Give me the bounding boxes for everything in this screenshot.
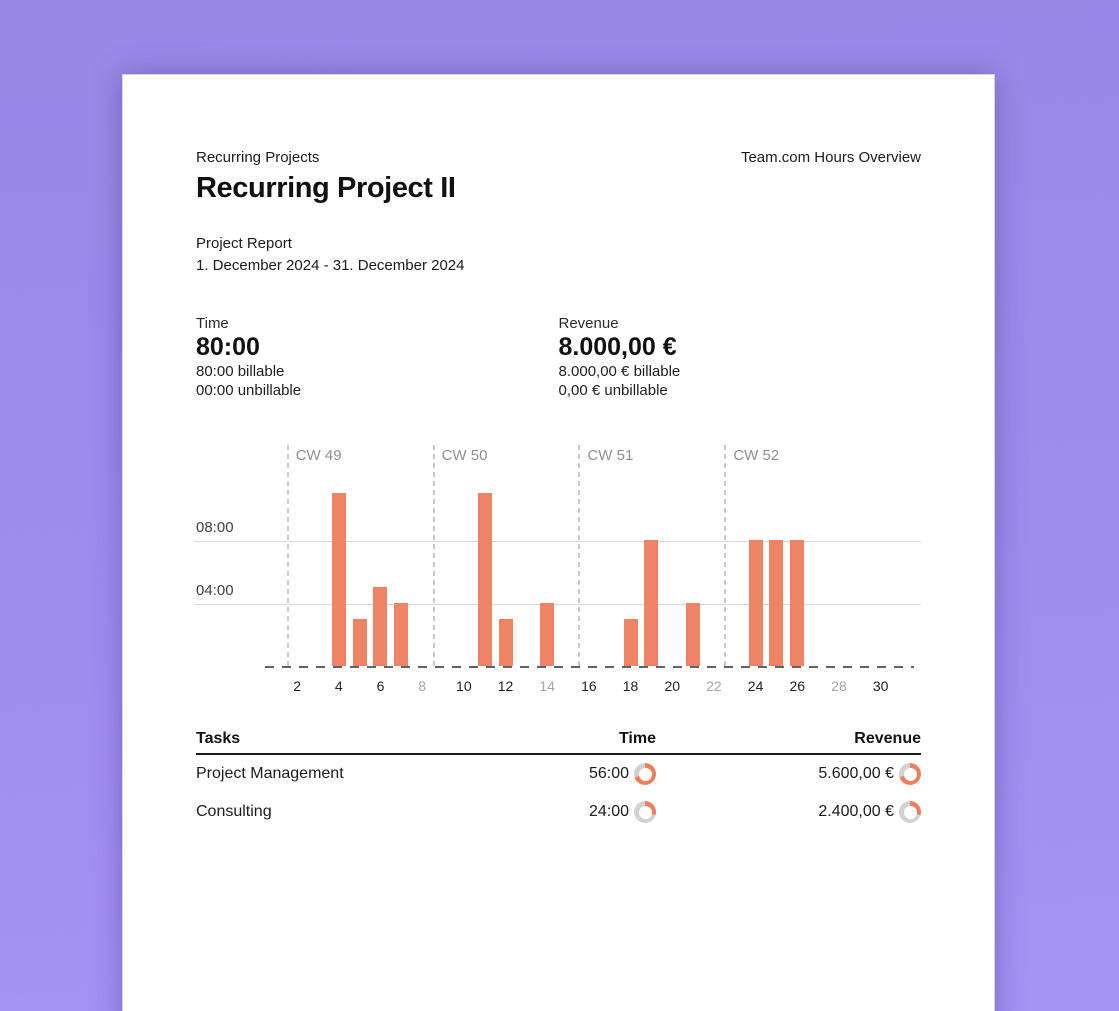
x-tick-label: 28 [831,678,847,694]
task-revenue-cell [656,801,921,823]
week-label: CW 50 [441,447,488,464]
day-hours-bar [394,603,408,666]
task-revenue-value: 2.400,00 € [818,803,894,820]
task-name: Consulting [196,803,272,820]
x-tick-label: 6 [376,678,385,694]
week-divider-line [433,445,435,670]
tasks-table [196,729,921,831]
x-axis-baseline [265,666,914,668]
revenue-unbillable-value: 0,00 € unbillable [558,382,668,399]
summary-section [196,314,921,400]
week-label: CW 49 [295,447,342,464]
day-hours-bar [478,493,492,666]
time-unbillable-value: 00:00 unbillable [196,382,302,399]
y-gridline [194,604,921,605]
task-time-value: 24:00 [588,803,629,820]
day-hours-bar [332,493,346,666]
x-tick-label: 24 [747,678,764,694]
week-label: CW 51 [587,447,634,464]
x-tick-label: 4 [334,678,343,694]
x-tick-label: 20 [664,678,681,694]
revenue-share-donut-icon [899,763,921,785]
time-summary [196,314,559,400]
time-share-donut-icon [634,763,656,785]
task-name: Project Management [196,765,344,782]
tasks-column-header: Tasks [196,730,241,747]
task-revenue-value: 5.600,00 € [818,765,894,782]
time-column-header: Time [618,730,656,747]
task-time-value: 56:00 [588,765,629,782]
day-hours-bar [686,603,700,666]
task-time-cell [416,801,656,823]
y-axis-label: 04:00 [196,582,234,599]
x-tick-label: 22 [706,678,722,694]
task-time-cell [416,763,656,785]
x-tick-label: 16 [581,678,597,694]
revenue-share-donut-icon [899,801,921,823]
time-summary-label: Time [196,315,229,332]
x-tick-label: 8 [418,678,427,694]
time-total-value: 80:00 [196,333,260,361]
day-hours-bar [769,540,783,666]
project-group-label: Recurring Projects [196,149,320,166]
revenue-summary [559,314,922,400]
y-gridline [194,541,921,542]
x-tick-label: 18 [622,678,639,694]
week-label: CW 52 [733,447,780,464]
revenue-summary-label: Revenue [558,315,619,332]
letterhead [196,149,921,167]
table-row [196,755,921,793]
day-hours-bar [373,587,387,666]
hours-bar-chart [196,444,921,699]
revenue-column-header: Revenue [854,730,921,747]
week-divider-line [287,445,289,670]
day-hours-bar [624,619,638,666]
chart-plot [196,444,921,668]
tasks-table-header [196,729,921,755]
day-hours-bar [353,619,367,666]
day-hours-bar [540,603,554,666]
time-share-donut-icon [634,801,656,823]
x-tick-label: 10 [456,678,472,694]
day-hours-bar [499,619,513,666]
revenue-total-value: 8.000,00 € [558,333,677,361]
report-type-label: Project Report [196,235,292,252]
x-tick-label: 14 [539,678,555,694]
week-divider-line [578,445,580,670]
chart-x-axis [196,677,921,699]
x-tick-label: 12 [497,678,514,694]
x-tick-label: 30 [872,678,889,694]
report-page [122,74,995,1011]
y-axis-label: 08:00 [196,519,234,536]
x-tick-label: 26 [789,678,806,694]
page-title: Recurring Project II [196,172,456,204]
time-billable-value: 80:00 billable [196,363,285,380]
day-hours-bar [790,540,804,666]
day-hours-bar [644,540,658,666]
table-row [196,793,921,831]
x-tick-label: 2 [293,678,301,694]
revenue-billable-value: 8.000,00 € billable [558,363,681,380]
day-hours-bar [749,540,763,666]
workspace-label: Team.com Hours Overview [740,149,921,166]
report-meta [196,233,921,277]
week-divider-line [724,445,726,670]
task-revenue-cell [656,763,921,785]
date-range-label: 1. December 2024 - 31. December 2024 [196,257,465,274]
